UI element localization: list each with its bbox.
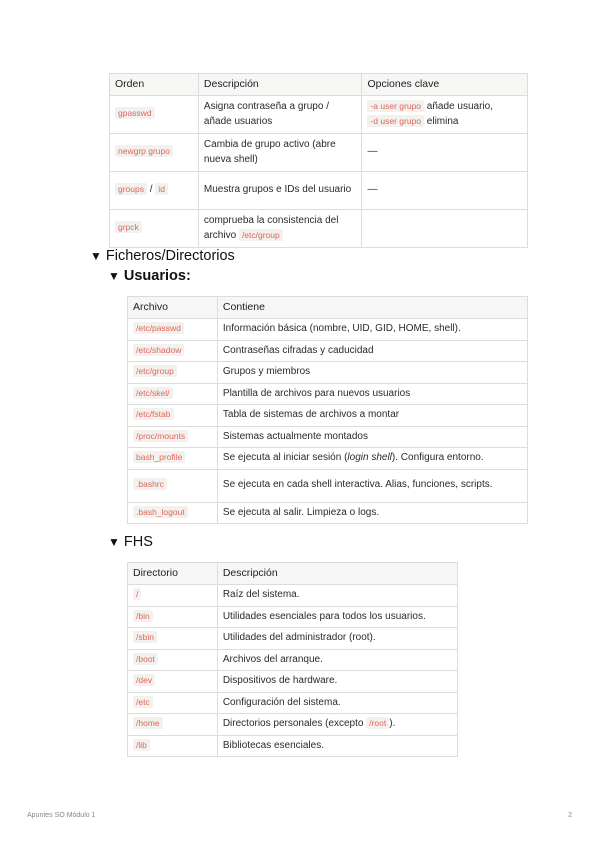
row-description: Se ejecuta al salir. Limpieza o logs. [217,502,527,524]
row-description: Asigna contraseña a grupo / añade usuarios [198,96,362,134]
command-code: groups [115,183,147,195]
option-code: -a user grupo [367,100,424,112]
table-row [128,340,528,362]
row-description [198,210,362,248]
table-row [128,319,528,341]
row-description: Tabla de sistemas de archivos a montar [217,405,527,427]
dir-code: /dev [133,674,155,686]
command-code: gpasswd [115,107,155,119]
dir-code: /boot [133,653,158,665]
column-header-descripcion: Descripción [217,563,457,585]
table-header-row [128,563,458,585]
table-header-row [128,297,528,319]
row-description: Raíz del sistema. [217,585,457,607]
triangle-down-icon[interactable]: ▼ [108,269,120,283]
column-header-opciones: Opciones clave [362,74,528,96]
row-description: Contraseñas cifradas y caducidad [217,340,527,362]
row-description: Se ejecuta en cada shell interactiva. Alias, funciones, scripts. [217,469,527,502]
command-code: id [155,183,168,195]
description-text: ). Configura entorno. [391,452,484,464]
table-row [110,210,528,248]
path-code: /root [366,717,389,729]
table-row [128,606,458,628]
toggle-heading-usuarios[interactable] [108,268,191,284]
command-code: grpck [115,221,142,233]
triangle-down-icon[interactable]: ▼ [90,249,102,263]
table-row [128,405,528,427]
row-options: — [362,134,528,172]
row-description: Plantilla de archivos para nuevos usuarios [217,383,527,405]
row-description: Archivos del arranque. [217,649,457,671]
row-options [362,210,528,248]
file-code: /etc/passwd [133,322,184,334]
row-description: Grupos y miembros [217,362,527,384]
table-row [128,448,528,470]
dir-code: /sbin [133,631,157,643]
option-text: añade usuario, [426,101,493,113]
path-code: /etc/group [239,229,283,241]
table-header-row [110,74,528,96]
page-number: 2 [568,812,572,819]
table-row [128,469,528,502]
separator: / [149,184,153,196]
file-code: .bash_logout [133,506,188,518]
dir-code: /lib [133,739,150,751]
row-description: Utilidades esenciales para todos los usuarios. [217,606,457,628]
column-header-directorio: Directorio [128,563,218,585]
heading-text: FHS [123,534,153,550]
row-description [217,448,527,470]
row-description: Configuración del sistema. [217,692,457,714]
toggle-heading-ficheros[interactable] [90,248,235,264]
group-commands-table [109,73,528,248]
dir-code: /bin [133,610,153,622]
toggle-heading-fhs[interactable] [108,534,153,550]
column-header-orden: Orden [110,74,199,96]
file-code: /etc/fstab [133,408,174,420]
option-code: -d user grupo [367,115,424,127]
column-header-archivo: Archivo [128,297,218,319]
table-row [128,735,458,757]
dir-code: /home [133,717,163,729]
table-row [128,383,528,405]
option-text: elimina [426,115,459,127]
table-row [128,585,458,607]
row-description: Sistemas actualmente montados [217,426,527,448]
row-options: — [362,172,528,210]
heading-text: Ficheros/Directorios [105,248,235,264]
file-code: /etc/shadow [133,344,184,356]
command-code: newgrp grupo [115,145,173,157]
table-row [110,134,528,172]
dir-code: /etc [133,696,153,708]
row-description: Muestra grupos e IDs del usuario [198,172,362,210]
user-files-table [127,296,528,524]
table-row [128,426,528,448]
table-row [110,172,528,210]
file-code: /etc/skel/ [133,387,173,399]
description-text: Directorios personales (excepto [222,718,364,730]
row-description: Bibliotecas esenciales. [217,735,457,757]
file-code: /proc/mounts [133,430,188,442]
row-description: Utilidades del administrador (root). [217,628,457,650]
row-description: Dispositivos de hardware. [217,671,457,693]
column-header-descripcion: Descripción [198,74,362,96]
row-description: Cambia de grupo activo (abre nueva shell) [198,134,362,172]
file-code: .bashrc [133,478,167,490]
row-description: Información básica (nombre, UID, GID, HOME, shell). [217,319,527,341]
table-row [128,714,458,736]
command-cell [110,172,199,210]
row-options [362,96,528,134]
table-row [128,692,458,714]
description-text: Se ejecuta al iniciar sesión ( [222,452,348,464]
footer-title: Apuntes SO Módulo 1 [27,812,96,819]
table-row [128,671,458,693]
fhs-table [127,562,458,757]
dir-code: / [133,588,141,600]
table-row [128,362,528,384]
file-code: /etc/group [133,365,177,377]
description-text: comprueba la consistencia del archivo [203,215,339,241]
heading-text: Usuarios: [123,268,191,284]
table-row [110,96,528,134]
table-row [128,649,458,671]
table-row [128,628,458,650]
file-code: bash_profile [133,451,185,463]
table-row [128,502,528,524]
description-text: ). [389,718,396,730]
description-emphasis: login shell [347,452,392,464]
column-header-contiene: Contiene [217,297,527,319]
row-description [217,714,457,736]
triangle-down-icon[interactable]: ▼ [108,535,120,549]
